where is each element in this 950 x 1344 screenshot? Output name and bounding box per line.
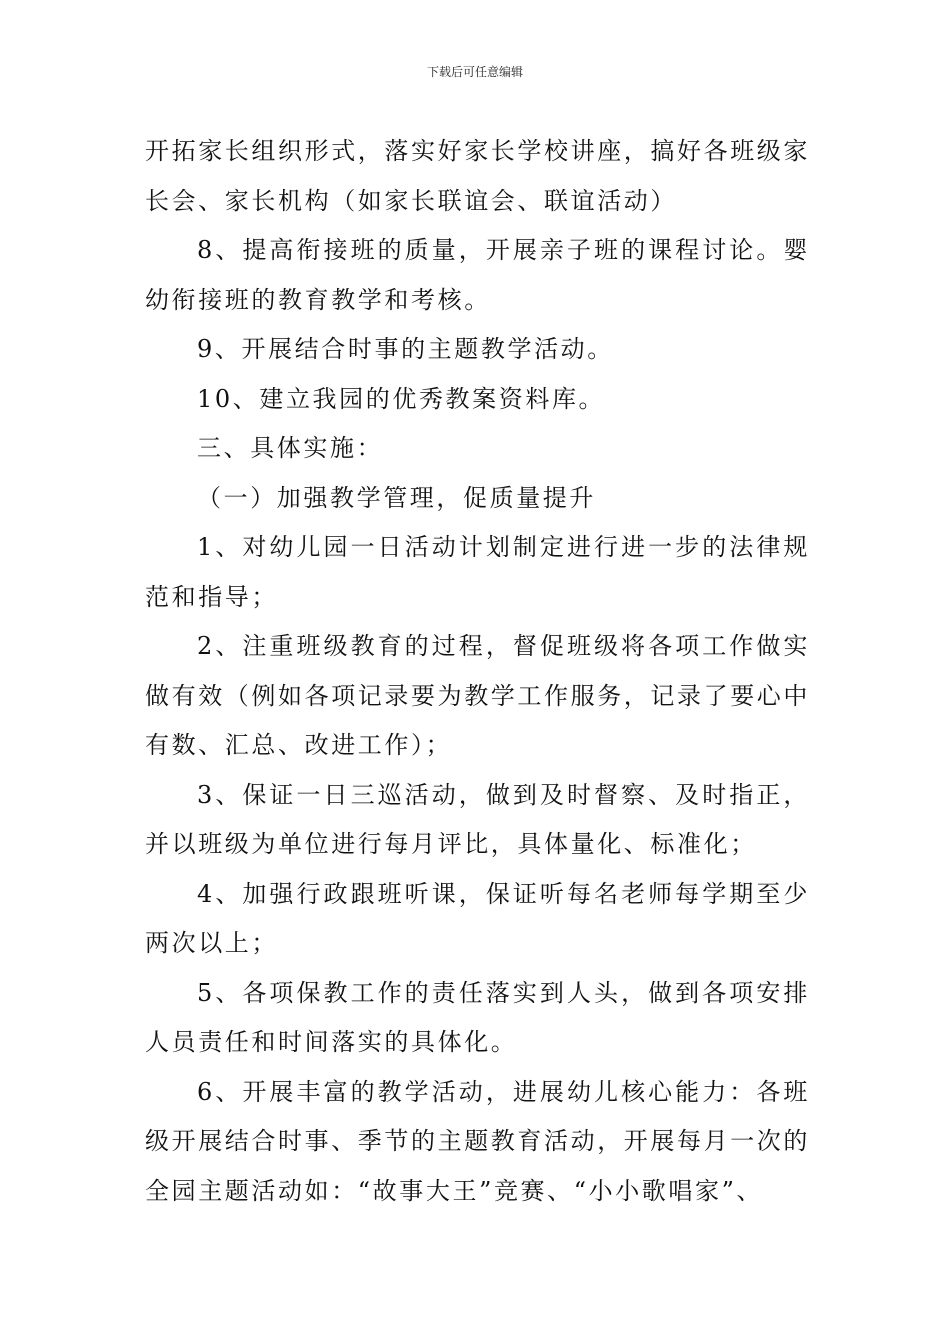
document-body xyxy=(145,127,810,1216)
paragraph-7: 1、对幼儿园一日活动计划制定进行进一步的法律规范和指导； xyxy=(145,533,810,611)
section-heading-3: 三、具体实施： xyxy=(197,434,384,462)
subsection-heading-1: （一）加强教学管理，促质量提升 xyxy=(197,483,596,512)
paragraph-2: 8、提高衔接班的质量，开展亲子班的课程讨论。婴幼衔接班的教育教学和考核。 xyxy=(145,236,810,314)
paragraph-10: 4、加强行政跟班听课，保证听每名老师每学期至少两次以上； xyxy=(145,879,810,957)
paragraph-9: 3、保证一日三巡活动，做到及时督察、及时指正，并以班级为单位进行每月评比，具体量化、标准化； xyxy=(145,780,810,858)
paragraph-11: 5、各项保教工作的责任落实到人头，做到各项安排人员责任和时间落实的具体化。 xyxy=(145,978,810,1056)
paragraph-1: 开拓家长组织形式，落实好家长学校讲座，搞好各班级家长会、家长机构（如家长联谊会、联谊活动） xyxy=(145,137,810,215)
paragraph-8: 2、注重班级教育的过程，督促班级将各项工作做实做有效（例如各项记录要为教学工作服务，记录了要心中有数、汇总、改进工作）； xyxy=(145,632,810,759)
paragraph-4: 10、建立我园的优秀教案资料库。 xyxy=(197,384,606,413)
paragraph-3: 9、开展结合时事的主题教学活动。 xyxy=(197,335,614,363)
page-header: 下载后可任意编辑 xyxy=(426,65,523,79)
paragraph-12: 6、开展丰富的教学活动，进展幼儿核心能力：各班级开展结合时事、季节的主题教育活动，开展每月一次的全园主题活动如：“故事大王”竞赛、“小小歌唱家”、 xyxy=(145,1077,810,1205)
